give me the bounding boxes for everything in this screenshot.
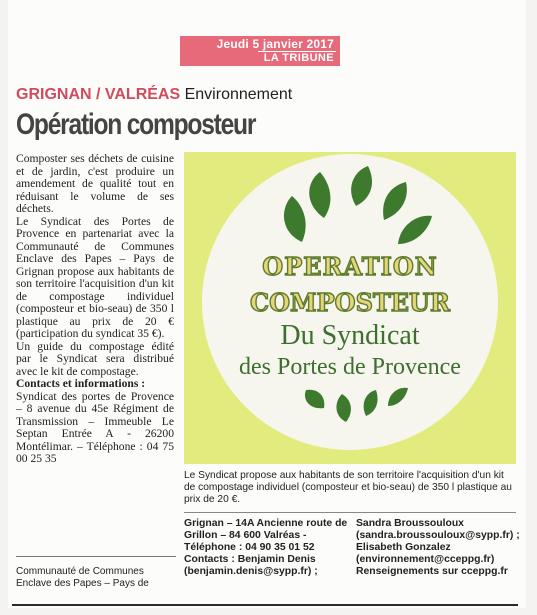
contacts-text: Syndicat des portes de Provence – 8 avenue du 45e Régiment de Transmission – Immeuble Le Septan Entrée A - 26200 Montélimar. – Téléphone : 04 75 00 25 35 xyxy=(16,389,174,465)
info-box-left: Grignan – 14A Ancienne route de Grillon – 84 600 Valréas - Téléphone : 04 90 35 01 52 Contacts : Benjamin Denis (benjamin.denis@sypp.fr) ; xyxy=(184,518,348,577)
masthead-paper-name: LA TRIBUNE xyxy=(263,52,334,64)
masthead-date: Jeudi 5 janvier 2017 xyxy=(216,37,334,51)
body-paragraph-1: Composter ses déchets de cuisine et de jardin, c'est produire un amendement de qualité tout en réduisant le volume de ses déchets. xyxy=(16,152,174,215)
page-bottom-edge xyxy=(12,604,518,606)
photo-subtitle-line-2: des Portes de Provence xyxy=(239,354,461,380)
article-photo xyxy=(184,152,516,464)
article-rubric xyxy=(16,86,292,104)
body-paragraph-2: Le Syndicat des Portes de Provence en partenariat avec la Communauté de Communes Enclave des Papes – Pays de Grignan propose aux habitants de son territoire l'acquisition d'un kit de compostage individuel (composteur et bio-seau) de 350 l plastique au prix de 20 € (participation du syndicat 35 €). xyxy=(16,214,174,340)
contacts-heading: Contacts et informations : xyxy=(16,377,146,390)
rubric-section: Environnement xyxy=(184,86,293,103)
caption-divider xyxy=(184,512,516,513)
info-box-right: Sandra Broussouloux (sandra.broussouloux@sypp.fr) ; Elisabeth Gonzalez (environnement@cceppg.fr) Renseignements sur cceppg.fr xyxy=(356,518,520,577)
next-article-lead: Communauté de Communes Enclave des Papes – Pays de xyxy=(16,566,149,589)
photo-title-line-2: COMPOSTEUR xyxy=(250,288,450,317)
article-body xyxy=(16,153,174,466)
photo-caption: Le Syndicat propose aux habitants de son territoire l'acquisition d'un kit de compostage individuel (composteur et bio-seau) de 350 l plastique au prix de 20 €. xyxy=(184,470,512,505)
article-headline: Opération composteur xyxy=(16,108,256,141)
photo-title-line-1: OPERATION xyxy=(262,252,438,281)
column-divider xyxy=(16,556,176,557)
photo-subtitle-line-1: Du Syndicat xyxy=(280,320,420,351)
body-paragraph-3: Un guide du compostage édité par le Syndicat sera distribué avec le kit de compostage. xyxy=(16,339,174,378)
rubric-location: GRIGNAN / VALRÉAS xyxy=(16,86,181,103)
masthead-banner xyxy=(180,36,340,66)
